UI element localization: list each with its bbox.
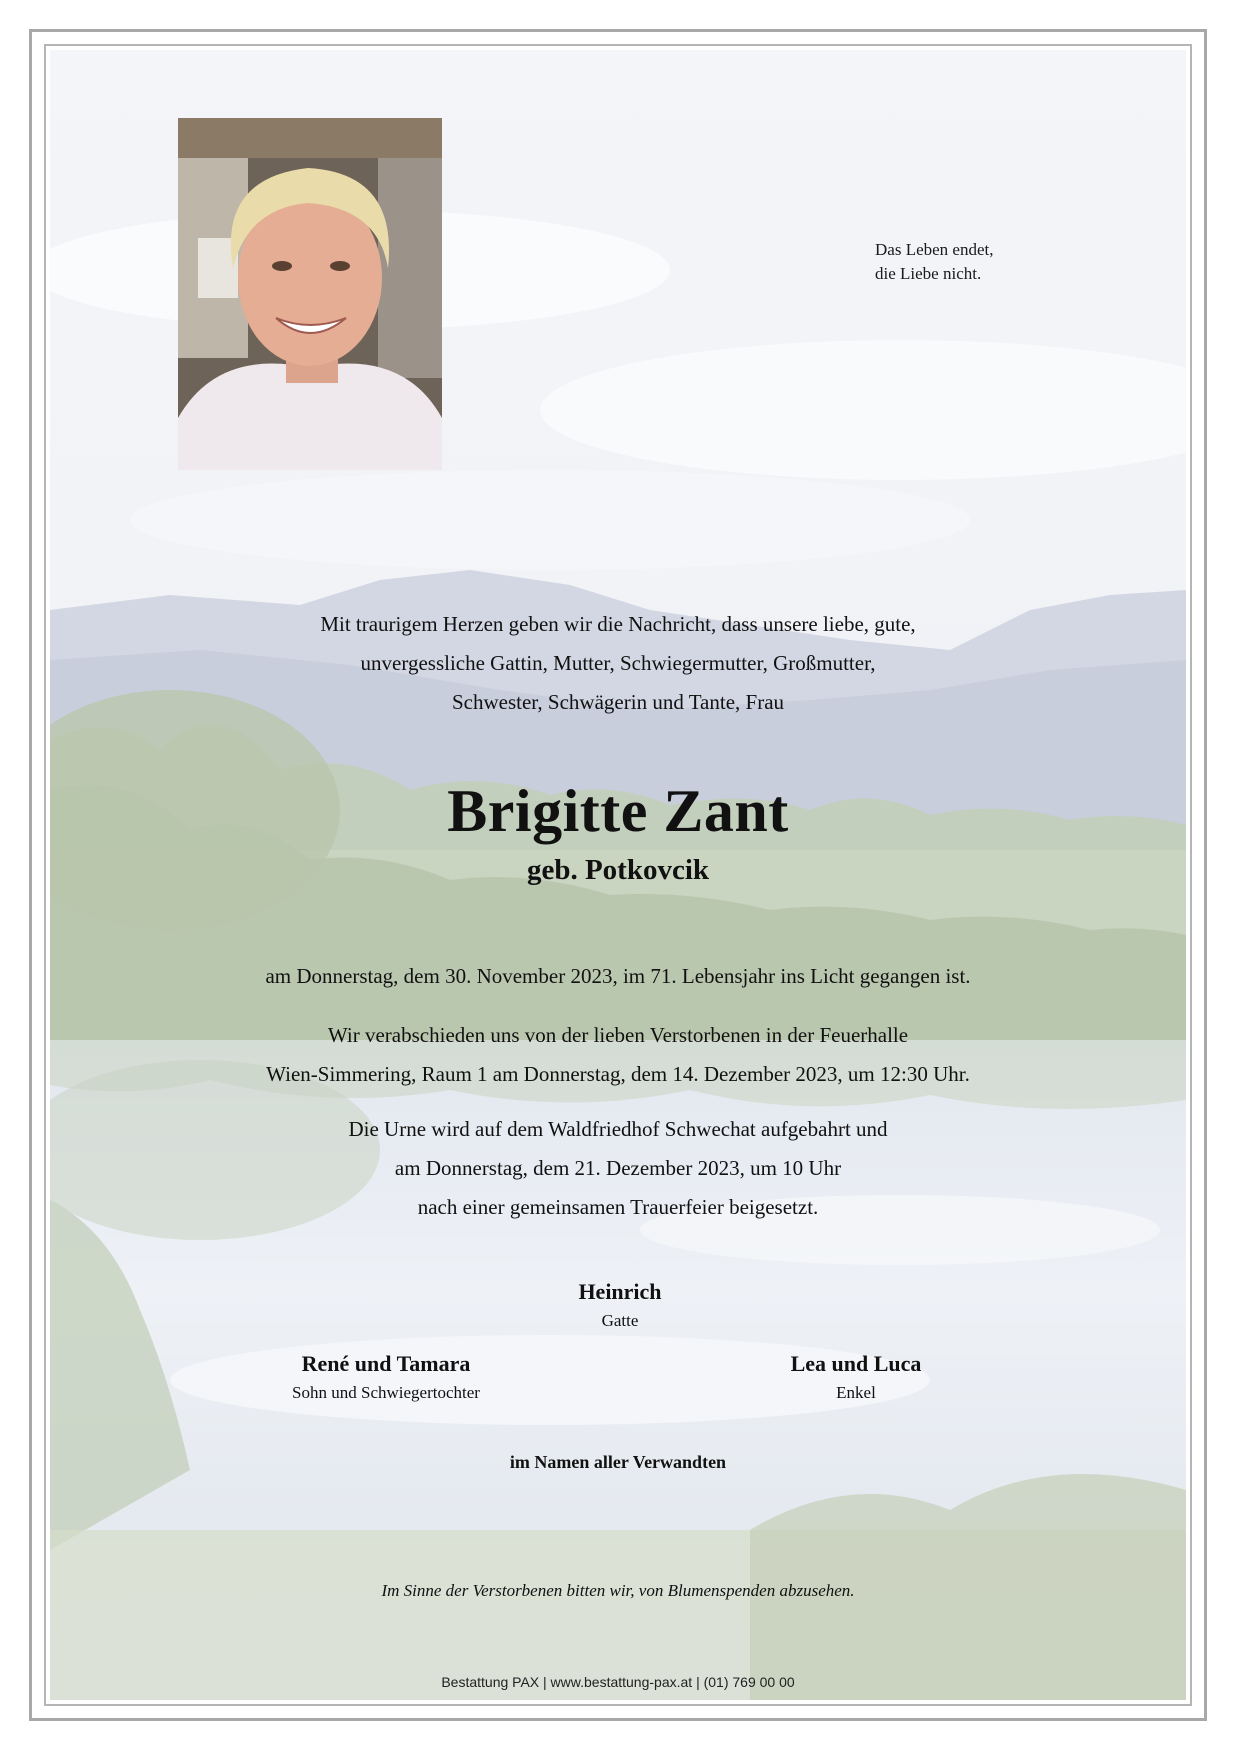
mourner-name: René und Tamara	[301, 1351, 471, 1376]
deceased-birth-name: geb. Potkovcik	[526, 854, 710, 886]
relatives-text: im Namen aller Verwandten	[509, 1452, 727, 1472]
deceased-name: Brigitte Zant	[447, 778, 789, 844]
mourner-role: Sohn und Schwiegertochter	[292, 1383, 480, 1402]
intro-text	[80, 605, 1156, 722]
intro-line-3: Schwester, Schwägerin und Tante, Frau	[451, 690, 785, 714]
footer-funeral-home: Bestattung PAX | www.bestattung-pax.at | (01) 769 00 00	[441, 1674, 795, 1690]
urn-line-2: am Donnerstag, dem 21. Dezember 2023, um 10 Uhr	[394, 1156, 842, 1180]
flowers-notice: Im Sinne der Verstorbenen bitten wir, von Blumenspenden abzusehen.	[381, 1581, 855, 1600]
portrait-photo	[178, 118, 442, 470]
mourner-grandchildren	[656, 1348, 1056, 1406]
mourner-name: Heinrich	[578, 1279, 662, 1304]
mourner-role: Enkel	[836, 1383, 876, 1402]
urn-text	[80, 1110, 1156, 1227]
urn-line-1: Die Urne wird auf dem Waldfriedhof Schwechat aufgebahrt und	[348, 1117, 888, 1141]
urn-line-3: nach einer gemeinsamen Trauerfeier beigesetzt.	[417, 1195, 819, 1219]
farewell-line-1: Wir verabschieden uns von der lieben Verstorbenen in der Feuerhalle	[327, 1023, 909, 1047]
quote	[875, 238, 1095, 286]
mourner-son	[186, 1348, 586, 1406]
death-notice: am Donnerstag, dem 30. November 2023, im 71. Lebensjahr ins Licht gegangen ist.	[265, 964, 971, 988]
farewell-text	[80, 1016, 1156, 1094]
mourner-name: Lea und Luca	[790, 1351, 922, 1376]
quote-line-2: die Liebe nicht.	[875, 264, 982, 283]
mourner-spouse	[420, 1276, 820, 1334]
intro-line-1: Mit traurigem Herzen geben wir die Nachricht, dass unsere liebe, gute,	[320, 612, 916, 636]
quote-line-1: Das Leben endet,	[875, 240, 994, 259]
farewell-line-2: Wien-Simmering, Raum 1 am Donnerstag, dem 14. Dezember 2023, um 12:30 Uhr.	[266, 1062, 970, 1086]
mourner-role: Gatte	[601, 1311, 639, 1330]
intro-line-2: unvergessliche Gattin, Mutter, Schwiegermutter, Großmutter,	[360, 651, 876, 675]
